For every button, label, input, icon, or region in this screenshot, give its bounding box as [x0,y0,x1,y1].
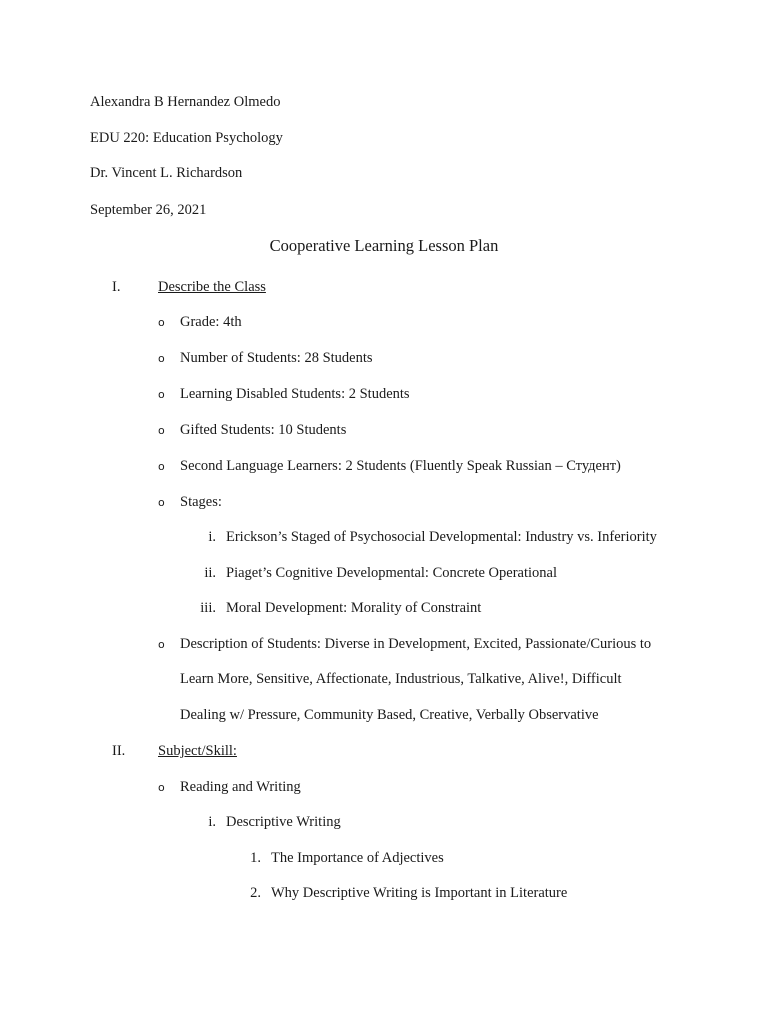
course-name: EDU 220: Education Psychology [90,130,283,146]
instructor-name: Dr. Vincent L. Richardson [90,165,243,181]
list-item-stages: Stages: [180,494,222,510]
list-item-learning-disabled: Learning Disabled Students: 2 Students [180,386,410,402]
section-1-numeral: I. [112,279,121,295]
section-1-heading: Describe the Class [158,279,266,295]
stage-numeral: ii. [204,565,216,581]
list-item-second-language: Second Language Learners: 2 Students (Fluently Speak Russian – Студент) [180,458,621,474]
bullet-icon: o [158,316,165,329]
point-numeral: 1. [250,850,261,866]
bullet-icon: o [158,460,165,473]
bullet-icon: o [158,496,165,509]
author-name: Alexandra B Hernandez Olmedo [90,94,281,110]
list-item-grade: Grade: 4th [180,314,242,330]
point-item-adjectives: The Importance of Adjectives [271,850,444,866]
stage-item-erickson: Erickson’s Staged of Psychosocial Developmental: Industry vs. Inferiority [226,529,657,545]
bullet-icon: o [158,352,165,365]
description-line: Learn More, Sensitive, Affectionate, Industrious, Talkative, Alive!, Difficult [180,671,622,687]
description-line: Dealing w/ Pressure, Community Based, Creative, Verbally Observative [180,707,599,723]
list-item-reading-writing: Reading and Writing [180,779,301,795]
sub-item-numeral: i. [208,814,216,830]
description-line: Description of Students: Diverse in Development, Excited, Passionate/Curious to [180,636,652,652]
bullet-icon: o [158,781,165,794]
stage-item-moral: Moral Development: Morality of Constraint [226,600,482,616]
stage-item-piaget: Piaget’s Cognitive Developmental: Concrete Operational [226,565,557,581]
stage-numeral: i. [208,529,216,545]
section-2-numeral: II. [112,743,126,759]
document-date: September 26, 2021 [90,202,207,218]
document-title: Cooperative Learning Lesson Plan [269,236,499,255]
bullet-icon: o [158,424,165,437]
sub-item-descriptive-writing: Descriptive Writing [226,814,341,830]
point-numeral: 2. [250,885,261,901]
section-2-heading: Subject/Skill: [158,743,237,759]
list-item-student-count: Number of Students: 28 Students [180,350,373,366]
bullet-icon: o [158,638,165,651]
stage-numeral: iii. [200,600,216,616]
point-item-literature: Why Descriptive Writing is Important in Literature [271,885,568,901]
list-item-gifted: Gifted Students: 10 Students [180,422,347,438]
bullet-icon: o [158,388,165,401]
